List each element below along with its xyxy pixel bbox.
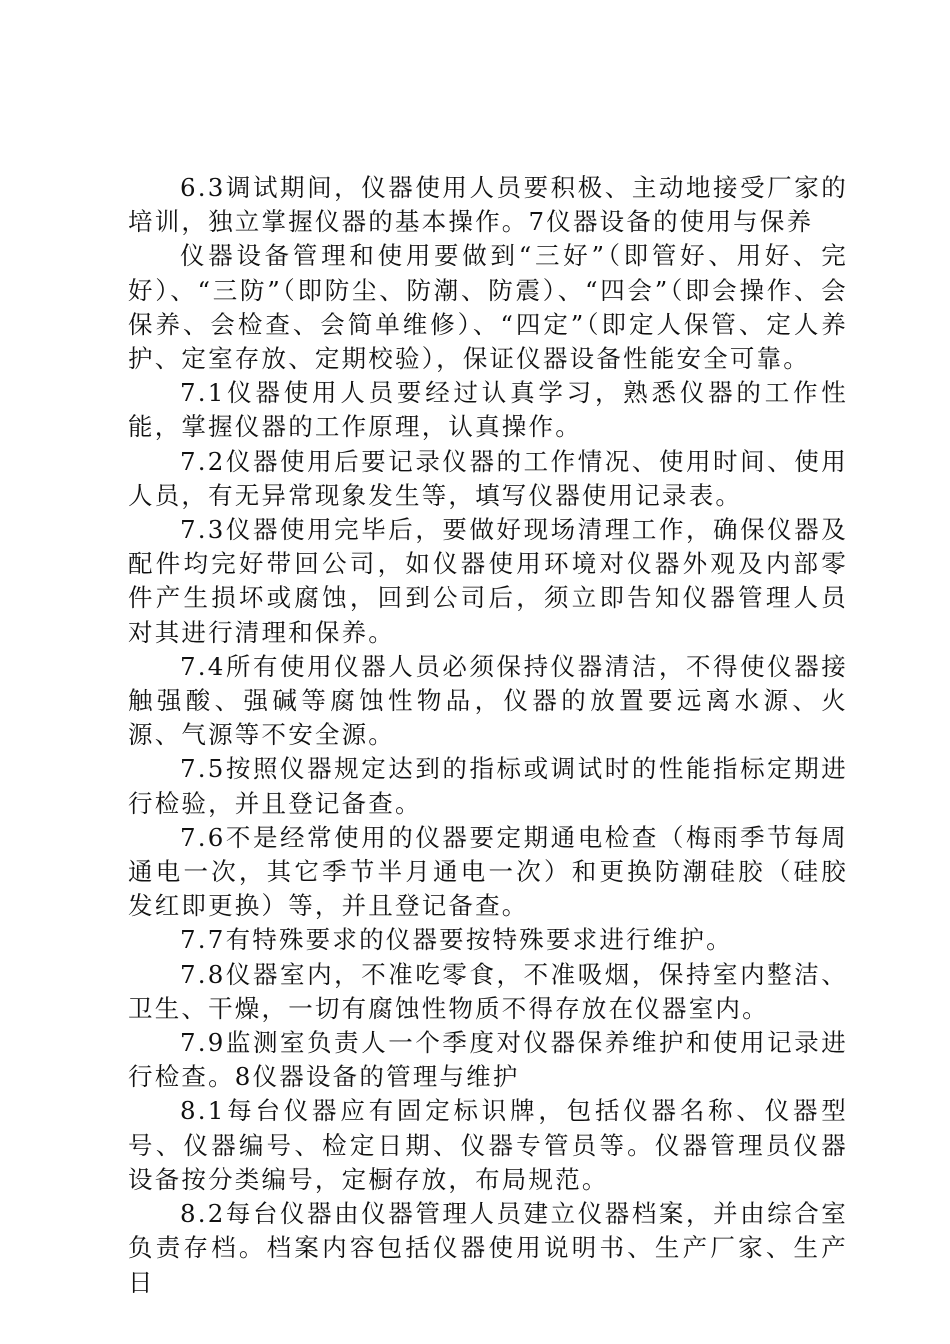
paragraph-7-5: 7.5按照仪器规定达到的指标或调试时的性能指标定期进行检验，并且登记备查。 (128, 754, 848, 818)
document-body (128, 171, 848, 1300)
paragraph-8-1: 8.1每台仪器应有固定标识牌，包括仪器名称、仪器型号、仪器编号、检定日期、仪器专管员等。仪器管理员仪器设备按分类编号，定橱存放，布局规范。 (128, 1096, 848, 1194)
paragraph-7-8: 7.8仪器室内，不准吃零食，不准吸烟，保持室内整洁、卫生、干燥，一切有腐蚀性物质不得存放在仪器室内。 (128, 959, 848, 1023)
paragraph-7-3: 7.3仪器使用完毕后，要做好现场清理工作，确保仪器及配件均完好带回公司，如仪器使用环境对仪器外观及内部零件产生损坏或腐蚀，回到公司后，须立即告知仪器管理人员对其进行清理和保养。 (128, 515, 848, 647)
paragraph-7-9: 7.9监测室负责人一个季度对仪器保养维护和使用记录进行检查。8仪器设备的管理与维护 (128, 1028, 848, 1092)
paragraph-6-3: 6.3调试期间，仪器使用人员要积极、主动地接受厂家的培训，独立掌握仪器的基本操作。7仪器设备的使用与保养 (128, 173, 848, 237)
paragraph-7-intro: 仪器设备管理和使用要做到“三好”（即管好、用好、完好）、“三防”（即防尘、防潮、防震）、“四会”（即会操作、会保养、会检查、会简单维修）、“四定”（即定人保管、定人养护、定室存放、定期校验），保证仪器设备性能安全可靠。 (128, 241, 848, 374)
paragraph-7-4: 7.4所有使用仪器人员必须保持仪器清洁，不得使仪器接触强酸、强碱等腐蚀性物品，仪器的放置要远离水源、火源、气源等不安全源。 (128, 651, 848, 750)
paragraph-7-2: 7.2仪器使用后要记录仪器的工作情况、使用时间、使用人员，有无异常现象发生等，填写仪器使用记录表。 (128, 446, 848, 510)
paragraph-7-1: 7.1仪器使用人员要经过认真学习，熟悉仪器的工作性能，掌握仪器的工作原理，认真操作。 (128, 378, 848, 442)
paragraph-7-6: 7.6不是经常使用的仪器要定期通电检查（梅雨季节每周通电一次，其它季节半月通电一次）和更换防潮硅胶（硅胶发红即更换）等，并且登记备查。 (128, 822, 848, 921)
paragraph-7-7: 7.7有特殊要求的仪器要按特殊要求进行维护。 (180, 925, 733, 955)
paragraph-8-2: 8.2每台仪器由仪器管理人员建立仪器档案，并由综合室负责存档。档案内容包括仪器使用说明书、生产厂家、生产日 (128, 1199, 848, 1297)
